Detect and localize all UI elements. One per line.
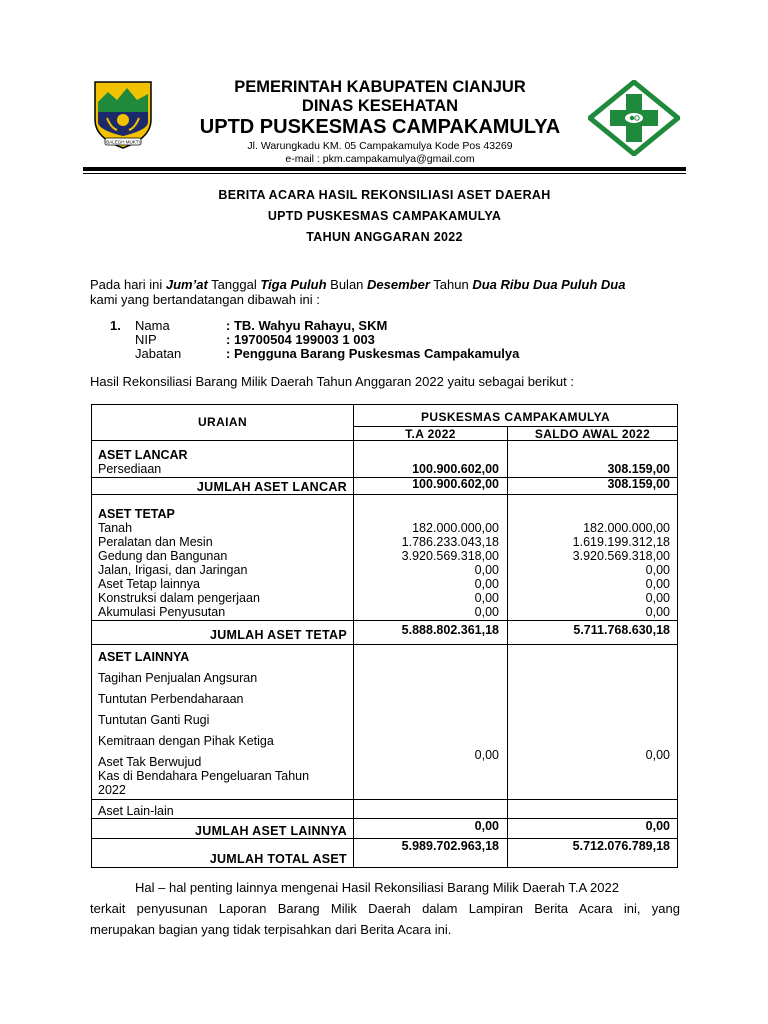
grand-total-saldo: 5.712.076.789,18 (572, 839, 670, 853)
seal-motto: BALEGH MUKTI (106, 139, 140, 145)
person-name-label: Nama (135, 318, 170, 333)
row-ta-persediaan: 100.900.602,00 (412, 462, 499, 476)
row-label-aset-tak-berwujud: Aset Tak Berwujud (98, 755, 202, 769)
row-label-aset-tetap: Konstruksi dalam pengerjaan (98, 591, 260, 605)
header-institution: UPTD PUSKESMAS CAMPAKAMULYA (199, 116, 561, 138)
person-jabatan-label: Jabatan (135, 346, 182, 361)
intro-year: Dua Ribu Dua Puluh Dua (472, 277, 626, 292)
letterhead-rule-thin (83, 173, 686, 174)
row-label-aset-tetap: Gedung dan Bangunan (98, 549, 228, 563)
doc-title-line3: TAHUN ANGGARAN 2022 (306, 230, 463, 244)
intro-date: Tiga Puluh (260, 277, 327, 292)
row-saldo-aset-tetap: 1.619.199.312,18 (572, 535, 670, 549)
row-label-kemitraan: Kemitraan dengan Pihak Ketiga (98, 734, 274, 748)
row-ta-aset-tetap: 0,00 (474, 591, 499, 605)
total-ta-aset-lancar: 100.900.602,00 (412, 477, 499, 491)
person-nip-value: : 19700504 199003 1 003 (226, 332, 375, 347)
row-label-aset-tetap: Tanah (98, 521, 133, 535)
person-name-value: : TB. Wahyu Rahayu, SKM (226, 318, 388, 333)
group-saldo-aset-lainnya: 0,00 (645, 748, 670, 762)
total-label-aset-lainnya: JUMLAH ASET LAINNYA (194, 824, 347, 838)
row-ta-aset-tetap: 0,00 (474, 577, 499, 591)
total-label-aset-lancar: JUMLAH ASET LANCAR (196, 480, 347, 494)
doc-title-line1: BERITA ACARA HASIL REKONSILIASI ASET DAERAH (218, 188, 551, 202)
header-government: PEMERINTAH KABUPATEN CIANJUR (234, 78, 526, 96)
intro-line1: Pada hari ini Jum’at Tanggal Tiga Puluh Bulan Desember Tahun Dua Ribu Dua Puluh Dua (90, 277, 626, 292)
closing-line3: merupakan bagian yang tidak terpisahkan dari Berita Acara ini. (90, 922, 452, 937)
row-ta-aset-tetap: 3.920.569.318,00 (401, 549, 499, 563)
header-email: e-mail : pkm.campakamulya@gmail.com (285, 153, 475, 165)
row-label-tagihan: Tagihan Penjualan Angsuran (98, 671, 258, 685)
row-label-aset-tetap: Akumulasi Penyusutan (98, 605, 226, 619)
grand-total-ta: 5.989.702.963,18 (401, 839, 499, 853)
section-aset-tetap: ASET TETAP (98, 507, 175, 521)
person-number: 1. (110, 318, 121, 333)
row-label-aset-tetap: Jalan, Irigasi, dan Jaringan (98, 563, 248, 577)
row-label-aset-tetap: Peralatan dan Mesin (98, 535, 213, 549)
intro-month: Desember (367, 277, 430, 292)
row-saldo-aset-tetap: 0,00 (645, 591, 670, 605)
doc-title-line2: UPTD PUSKESMAS CAMPAKAMULYA (267, 209, 502, 223)
group-ta-aset-lainnya: 0,00 (474, 748, 499, 762)
header-department: DINAS KESEHATAN (301, 97, 459, 115)
intro-day: Jum’at (165, 277, 208, 292)
closing-line2: terkait penyusunan Laporan Barang Milik Daerah dalam Lampiran Berita Acara ini, yang (90, 901, 680, 916)
col-header-saldo: SALDO AWAL 2022 (534, 427, 651, 441)
row-ta-aset-tetap: 1.786.233.043,18 (401, 535, 499, 549)
letterhead-rule-thick (83, 167, 686, 171)
row-ta-aset-tetap: 0,00 (474, 563, 499, 577)
grand-total-label: JUMLAH TOTAL ASET (209, 852, 347, 866)
row-saldo-persediaan: 308.159,00 (607, 462, 670, 476)
row-label-kas-bendahara-year: 2022 (98, 783, 126, 797)
header-address: Jl. Warungkadu KM. 05 Campakamulya Kode Pos 43269 (247, 140, 513, 152)
row-saldo-aset-tetap: 0,00 (645, 577, 670, 591)
intro-line2: kami yang bertandatangan dibawah ini : (90, 292, 320, 307)
row-label-kas-bendahara: Kas di Bendahara Pengeluaran Tahun (98, 769, 310, 783)
row-label-aset-lain-lain: Aset Lain-lain (98, 804, 174, 818)
person-jabatan-value: : Pengguna Barang Puskesmas Campakamulya (226, 346, 520, 361)
row-saldo-aset-tetap: 0,00 (645, 605, 670, 619)
col-header-puskesmas: PUSKESMAS CAMPAKAMULYA (420, 410, 611, 424)
row-ta-aset-tetap: 0,00 (474, 605, 499, 619)
cianjur-seal-logo (93, 80, 153, 150)
reconciliation-table (91, 404, 678, 868)
total-saldo-aset-lainnya: 0,00 (645, 819, 670, 833)
total-ta-aset-tetap: 5.888.802.361,18 (401, 623, 499, 637)
row-label-tuntutan-perbendaharaan: Tuntutan Perbendaharaan (98, 692, 244, 706)
row-saldo-aset-tetap: 182.000.000,00 (583, 521, 670, 535)
closing-line1: Hal – hal penting lainnya mengenai Hasil Rekonsiliasi Barang Milik Daerah T.A 2022 (135, 880, 619, 895)
col-header-uraian: URAIAN (197, 415, 248, 429)
total-saldo-aset-tetap: 5.711.768.630,18 (573, 623, 670, 637)
row-saldo-aset-tetap: 3.920.569.318,00 (572, 549, 670, 563)
person-nip-label: NIP (135, 332, 157, 347)
section-aset-lancar: ASET LANCAR (98, 448, 188, 462)
total-ta-aset-lainnya: 0,00 (474, 819, 499, 833)
section-aset-lainnya: ASET LAINNYA (98, 650, 190, 664)
summary-line: Hasil Rekonsiliasi Barang Milik Daerah Tahun Anggaran 2022 yaitu sebagai berikut : (90, 374, 574, 389)
row-label-persediaan: Persediaan (98, 462, 162, 476)
row-label-tuntutan-ganti-rugi: Tuntutan Ganti Rugi (98, 713, 210, 727)
total-label-aset-tetap: JUMLAH ASET TETAP (209, 628, 347, 642)
col-header-ta: T.A 2022 (405, 427, 456, 441)
row-ta-aset-tetap: 182.000.000,00 (412, 521, 499, 535)
total-saldo-aset-lancar: 308.159,00 (607, 477, 670, 491)
puskesmas-logo (588, 80, 680, 156)
row-saldo-aset-tetap: 0,00 (645, 563, 670, 577)
row-label-aset-tetap: Aset Tetap lainnya (98, 577, 200, 591)
